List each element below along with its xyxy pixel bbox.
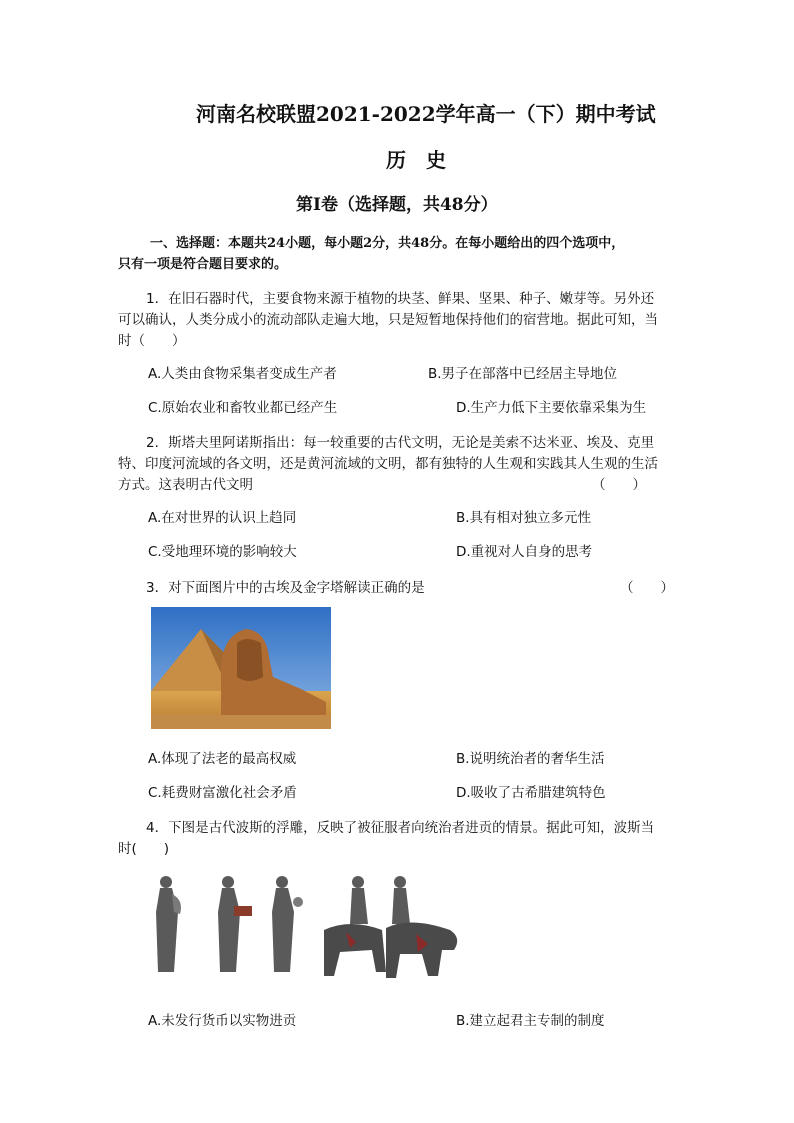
question-3-option-a[interactable]: A.体现了法老的最高权威 (148, 751, 297, 767)
instructions-line-2: 只有一项是符合题目要求的。 (118, 257, 288, 272)
question-4-option-a[interactable]: A.未发行货币以实物进贡 (148, 1013, 297, 1029)
question-4-line-1: 4．下图是古代波斯的浮雕，反映了被征服者向统治者进贡的情景。据此可知，波斯当 (146, 820, 655, 836)
question-3-line-1: 3．对下面图片中的古埃及金字塔解读正确的是 (146, 580, 425, 596)
question-2-line-3: 方式。这表明古代文明 (118, 477, 253, 493)
instructions-line-1: 一、选择题：本题共24小题，每小题2分，共48分。在每小题给出的四个选项中， (150, 236, 625, 251)
question-1-option-a[interactable]: A.人类由食物采集者变成生产者 (148, 366, 337, 382)
question-1-line-2: 可以确认，人类分成小的流动部队走遍大地，只是短暂地保持他们的宿营地。据此可知，当 (118, 312, 658, 328)
question-3-option-c[interactable]: C.耗费财富激化社会矛盾 (148, 785, 297, 801)
pyramid-sphinx-image (151, 607, 331, 729)
question-3-option-b[interactable]: B.说明统治者的奢华生活 (456, 751, 605, 767)
question-1-line-1: 1．在旧石器时代，主要食物来源于植物的块茎、鲜果、坚果、种子、嫩芽等。另外还 (146, 291, 655, 307)
persian-relief-image (150, 872, 460, 994)
subject-title: 历史 (386, 148, 466, 172)
question-4-line-2: 时( ) (118, 841, 170, 857)
question-1-option-c[interactable]: C.原始农业和畜牧业都已经产生 (148, 400, 338, 416)
question-4-option-b[interactable]: B.建立起君主专制的制度 (456, 1013, 605, 1029)
question-2-option-a[interactable]: A.在对世界的认识上趋同 (148, 510, 297, 526)
question-2-option-c[interactable]: C.受地理环境的影响较大 (148, 544, 297, 560)
question-1-option-b[interactable]: B.男子在部落中已经居主导地位 (428, 366, 618, 382)
question-2-line-1: 2．斯塔夫里阿诺斯指出：每一较重要的古代文明，无论是美索不达米亚、埃及、克里 (146, 435, 655, 451)
question-1-option-d[interactable]: D.生产力低下主要依靠采集为生 (456, 400, 647, 416)
volume-heading: 第I卷（选择题，共48分） (296, 195, 498, 215)
question-1-line-3: 时（ ） (118, 333, 186, 349)
question-2-line-2: 特、印度河流域的各文明，还是黄河流域的文明，都有独特的人生观和实践其人生观的生活 (118, 456, 658, 472)
question-2-answer-bracket: （ ） (592, 477, 646, 493)
question-2-option-b[interactable]: B.具有相对独立多元性 (456, 510, 592, 526)
question-2-option-d[interactable]: D.重视对人自身的思考 (456, 544, 593, 560)
question-3-answer-bracket: （ ） (620, 580, 674, 596)
question-3-option-d[interactable]: D.吸收了古希腊建筑特色 (456, 785, 606, 801)
exam-title: 河南名校联盟2021-2022学年高一（下）期中考试 (196, 102, 656, 126)
